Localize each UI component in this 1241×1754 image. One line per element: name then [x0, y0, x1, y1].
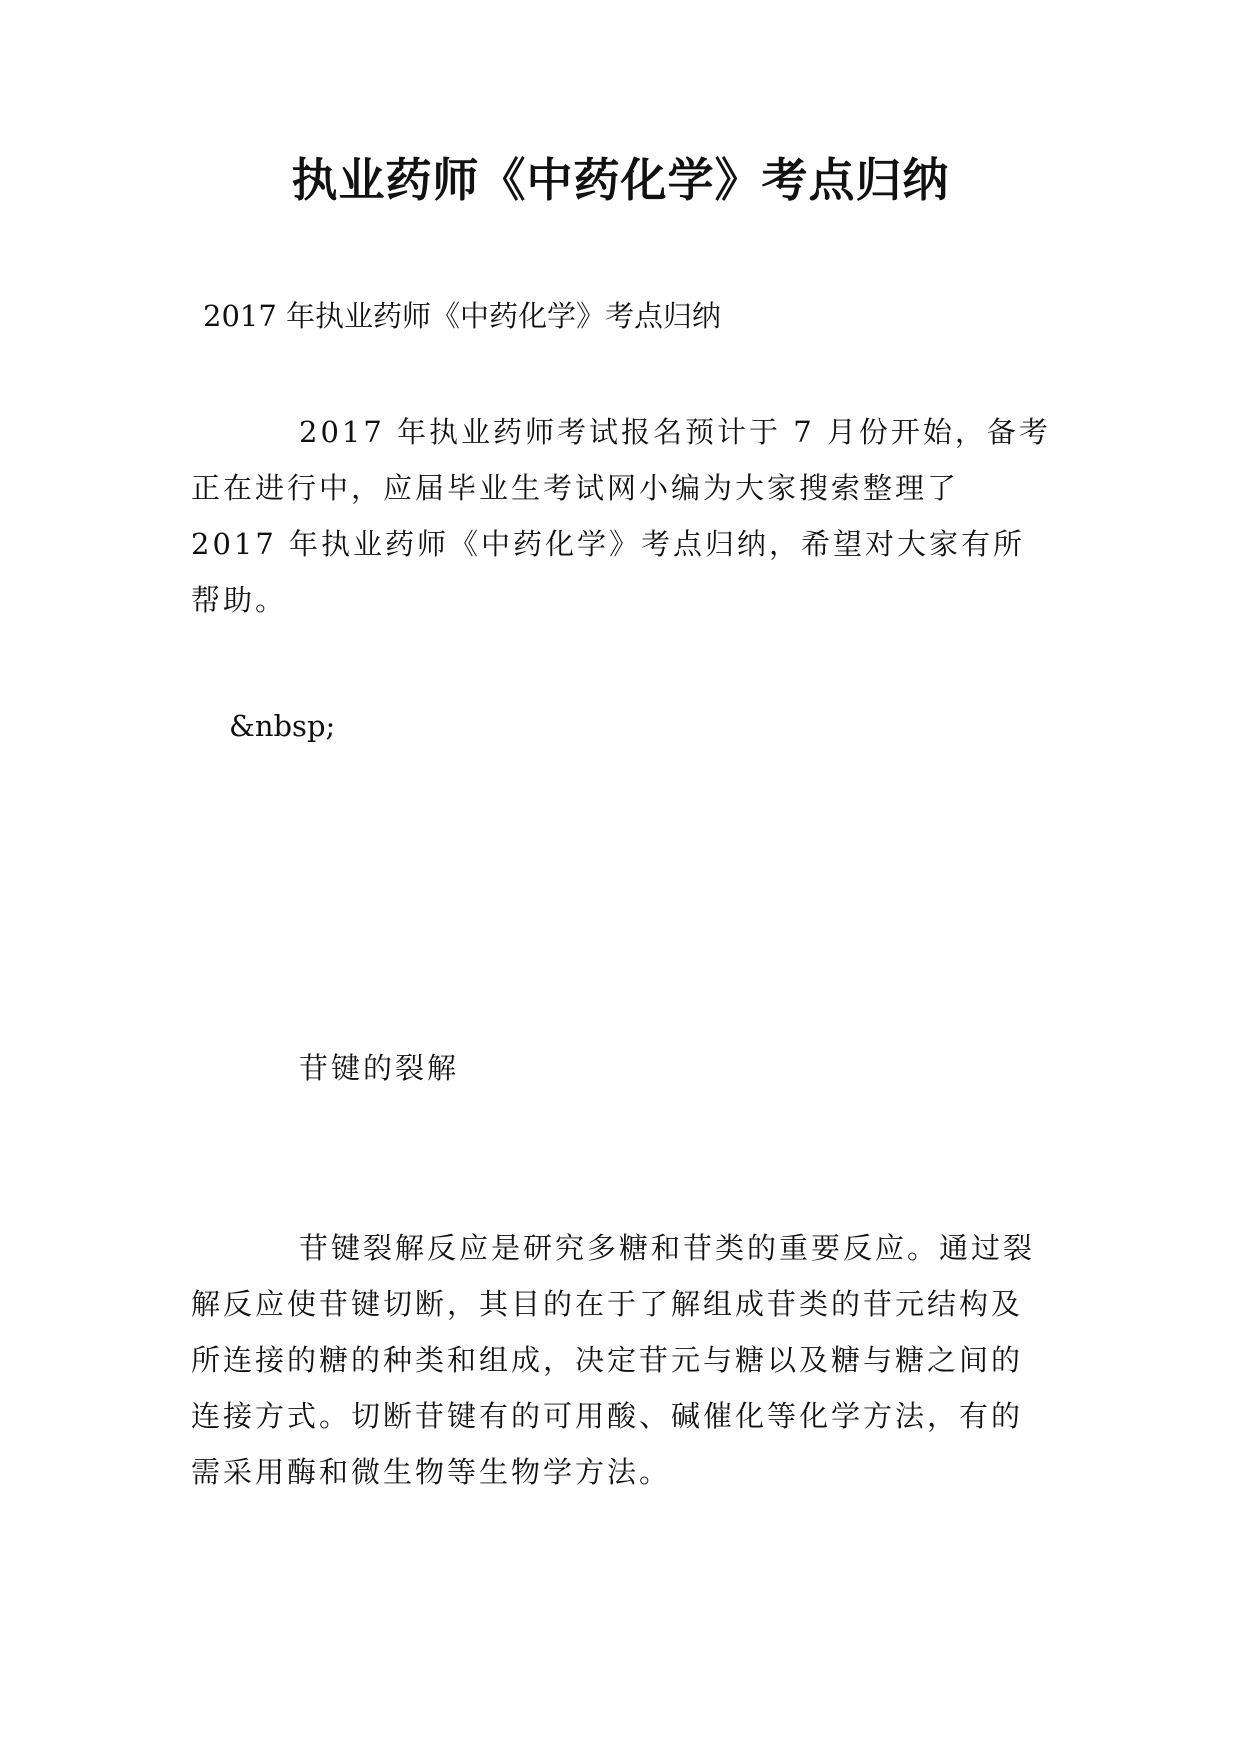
document-title: 执业药师《中药化学》考点归纳 [291, 153, 950, 207]
intro-paragraph: 2017 年执业药师考试报名预计于 7 月份开始，备考正在进行中，应届毕业生考试网小编为大家搜索整理了 2017 年执业药师《中药化学》考点归纳，希望对大家有所帮助。 [191, 415, 1051, 617]
section-paragraph: 苷键裂解反应是研究多糖和苷类的重要反应。通过裂解反应使苷键切断，其目的在于了解组成苷类的苷元结构及所连接的糖的种类和组成，决定苷元与糖以及糖与糖之间的连接方式。切断苷键有的可用酸、碱催化等化学方法，有的需采用酶和微生物等生物学方法。 [191, 1231, 1036, 1489]
document-subtitle: 2017 年执业药师《中药化学》考点归纳 [203, 299, 722, 333]
nbsp-text: &nbsp; [229, 709, 336, 743]
section-heading: 苷键的裂解 [299, 1051, 460, 1085]
